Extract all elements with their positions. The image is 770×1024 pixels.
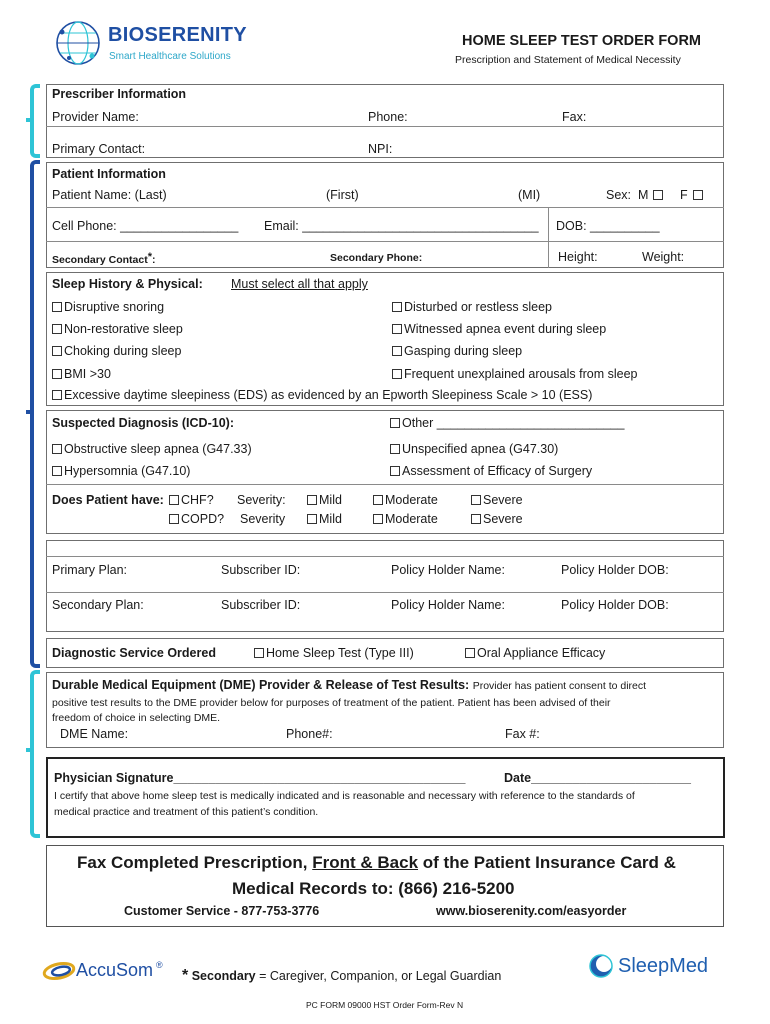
secondary-contact-label: Secondary Contact bbox=[52, 254, 148, 266]
option-label: COPD? bbox=[181, 512, 225, 526]
accusom-logo bbox=[42, 958, 172, 984]
dme-name-field[interactable]: DME Name: bbox=[60, 727, 129, 741]
divider bbox=[46, 241, 724, 242]
copd-severity-label: Severity bbox=[240, 512, 286, 526]
secondary-phone-field[interactable]: Secondary Phone: bbox=[330, 252, 423, 264]
chf-severity-label: Severity: bbox=[237, 493, 286, 507]
divider bbox=[46, 556, 724, 557]
checkbox[interactable] bbox=[52, 466, 62, 476]
sleepmed-logo bbox=[588, 950, 728, 984]
history-option-witnessed-apnea[interactable] bbox=[392, 322, 606, 337]
checkbox[interactable] bbox=[471, 514, 481, 524]
diagnostic-service-heading: Diagnostic Service Ordered bbox=[52, 646, 216, 660]
checkbox[interactable] bbox=[390, 466, 400, 476]
chf-option[interactable] bbox=[169, 493, 214, 508]
diagnosis-option-assessment[interactable] bbox=[390, 464, 592, 479]
option-label: Home Sleep Test (Type III) bbox=[266, 646, 414, 660]
chf-severe-option[interactable] bbox=[471, 493, 523, 508]
option-label: Non-restorative sleep bbox=[64, 322, 183, 336]
diagnosis-option-osa[interactable] bbox=[52, 442, 252, 457]
fax-line1-emphasis: Front & Back bbox=[312, 853, 419, 872]
secondary-policy-holder-name-field[interactable]: Policy Holder Name: bbox=[391, 598, 505, 612]
checkbox[interactable] bbox=[52, 444, 62, 454]
copd-moderate-option[interactable] bbox=[373, 512, 438, 527]
patient-heading: Patient Information bbox=[52, 167, 166, 181]
footnote-secondary-label: Secondary bbox=[191, 969, 256, 983]
option-label: Frequent unexplained arousals from sleep bbox=[404, 367, 638, 381]
checkbox[interactable] bbox=[390, 418, 400, 428]
history-option-eds[interactable] bbox=[52, 388, 592, 403]
fax-line1-pre: Fax Completed Prescription, bbox=[77, 853, 308, 872]
option-label: Moderate bbox=[385, 512, 438, 526]
checkbox[interactable] bbox=[52, 302, 62, 312]
sleep-history-section bbox=[46, 272, 724, 406]
chf-moderate-option[interactable] bbox=[373, 493, 438, 508]
checkbox[interactable] bbox=[392, 346, 402, 356]
dme-heading: Durable Medical Equipment (DME) Provider & Release of Test Results: bbox=[52, 678, 470, 692]
section-bracket-blue bbox=[30, 160, 40, 668]
form-id: PC FORM 09000 HST Order Form-Rev N bbox=[306, 1000, 464, 1010]
patient-first-name-field[interactable]: (First) bbox=[326, 188, 359, 202]
option-label: Mild bbox=[319, 512, 342, 526]
option-label: CHF? bbox=[181, 493, 214, 507]
option-label: Hypersomnia (G47.10) bbox=[64, 464, 191, 478]
history-option-arousals[interactable] bbox=[392, 367, 637, 382]
customer-service-phone: Customer Service - 877-753-3776 bbox=[124, 904, 320, 918]
prescriber-phone-field[interactable]: Phone: bbox=[368, 110, 408, 124]
fax-line1-post: of the Patient Insurance Card & bbox=[422, 853, 676, 872]
diagnosis-option-hypersomnia[interactable] bbox=[52, 464, 190, 479]
checkbox[interactable] bbox=[169, 514, 179, 524]
secondary-contact-star: * bbox=[147, 251, 152, 263]
footnote-secondary-text: = Caregiver, Companion, or Legal Guardian bbox=[259, 969, 502, 983]
dme-consent-text-2: positive test results to the DME provider below for purposes of treatment of the patient. Patient has been advised of their bbox=[52, 697, 611, 709]
logo-name: BIOSERENITY bbox=[108, 24, 247, 46]
divider bbox=[46, 484, 724, 485]
secondary-contact-field[interactable] bbox=[52, 250, 155, 268]
checkbox[interactable] bbox=[169, 495, 179, 505]
diagnosis-option-other[interactable] bbox=[390, 416, 624, 431]
dme-consent-text: Provider has patient consent to direct bbox=[472, 680, 647, 692]
dme-consent-text-3: freedom of choice in selecting DME. bbox=[52, 712, 221, 724]
dob-field[interactable]: DOB: __________ bbox=[556, 219, 660, 233]
option-label: Obstructive sleep apnea (G47.33) bbox=[64, 442, 252, 456]
checkbox[interactable] bbox=[465, 648, 475, 658]
history-option-gasping[interactable] bbox=[392, 344, 522, 359]
section-bracket-cyan-bottom bbox=[30, 670, 40, 838]
sleepmed-name: SleepMed bbox=[618, 955, 709, 977]
history-option-disruptive-snoring[interactable] bbox=[52, 300, 164, 315]
option-label: Oral Appliance Efficacy bbox=[477, 646, 606, 660]
prescriber-fax-field[interactable]: Fax: bbox=[562, 110, 587, 124]
diagnosis-option-unspecified[interactable] bbox=[390, 442, 558, 457]
checkbox[interactable] bbox=[373, 514, 383, 524]
service-option-oral-appliance[interactable] bbox=[465, 646, 605, 661]
option-label: Unspecified apnea (G47.30) bbox=[402, 442, 559, 456]
certification-text-2: medical practice and treatment of this patient’s condition. bbox=[54, 806, 319, 818]
checkbox[interactable] bbox=[373, 495, 383, 505]
sex-m-checkbox[interactable] bbox=[653, 190, 663, 200]
accusom-name: AccuSom bbox=[76, 960, 154, 980]
dme-phone-field[interactable]: Phone#: bbox=[286, 727, 333, 741]
history-option-choking[interactable] bbox=[52, 344, 181, 359]
form-subtitle: Prescription and Statement of Medical Necessity bbox=[455, 54, 681, 66]
option-label: BMI >30 bbox=[64, 367, 111, 381]
section-bracket-tick bbox=[26, 118, 34, 122]
checkbox[interactable] bbox=[471, 495, 481, 505]
checkbox[interactable] bbox=[390, 444, 400, 454]
copd-option[interactable] bbox=[169, 512, 224, 527]
history-option-disturbed-sleep[interactable] bbox=[392, 300, 552, 315]
option-label: Other ___________________________ bbox=[402, 416, 625, 430]
dme-fax-field[interactable]: Fax #: bbox=[505, 727, 540, 741]
option-label: Severe bbox=[483, 493, 523, 507]
npi-field[interactable]: NPI: bbox=[368, 142, 393, 156]
prescriber-heading: Prescriber Information bbox=[52, 87, 187, 101]
footnote-star: * bbox=[182, 967, 189, 984]
option-label: Gasping during sleep bbox=[404, 344, 523, 358]
accusom-mark: ® bbox=[156, 960, 163, 970]
secondary-footnote bbox=[182, 968, 501, 984]
copd-mild-option[interactable] bbox=[307, 512, 342, 527]
sleepmed-icon bbox=[588, 953, 614, 979]
signature-date-field[interactable]: Date_______________________ bbox=[504, 771, 691, 785]
sex-f-label: F bbox=[680, 188, 688, 202]
sex-m-label: M bbox=[638, 188, 649, 202]
option-label: Mild bbox=[319, 493, 342, 507]
divider bbox=[548, 207, 549, 268]
primary-contact-field[interactable]: Primary Contact: bbox=[52, 142, 146, 156]
history-option-non-restorative[interactable] bbox=[52, 322, 183, 337]
checkbox[interactable] bbox=[307, 514, 317, 524]
insurance-section bbox=[46, 540, 724, 632]
section-bracket-tick bbox=[26, 410, 34, 414]
height-field[interactable]: Height: bbox=[558, 250, 598, 264]
sex-label: Sex: bbox=[606, 188, 632, 202]
option-label: Disturbed or restless sleep bbox=[404, 300, 552, 314]
service-option-home-sleep-test[interactable] bbox=[254, 646, 414, 661]
option-label: Witnessed apnea event during sleep bbox=[404, 322, 607, 336]
checkbox[interactable] bbox=[307, 495, 317, 505]
checkbox[interactable] bbox=[254, 648, 264, 658]
chf-mild-option[interactable] bbox=[307, 493, 342, 508]
option-label: Disruptive snoring bbox=[64, 300, 165, 314]
primary-subscriber-id-field[interactable]: Subscriber ID: bbox=[221, 563, 301, 577]
checkbox[interactable] bbox=[52, 324, 62, 334]
divider bbox=[46, 592, 724, 593]
copd-severe-option[interactable] bbox=[471, 512, 523, 527]
secondary-contact-colon: : bbox=[151, 254, 156, 266]
does-patient-have-label: Does Patient have: bbox=[52, 493, 164, 507]
checkbox[interactable] bbox=[52, 390, 62, 400]
divider bbox=[46, 126, 724, 127]
checkbox[interactable] bbox=[392, 369, 402, 379]
option-label: Moderate bbox=[385, 493, 438, 507]
option-label: Assessment of Efficacy of Surgery bbox=[402, 464, 593, 478]
cell-phone-field[interactable]: Cell Phone: _________________ bbox=[52, 219, 239, 233]
primary-plan-field[interactable]: Primary Plan: bbox=[52, 563, 128, 577]
logo-tagline: Smart Healthcare Solutions bbox=[109, 51, 231, 62]
sex-f-checkbox[interactable] bbox=[693, 190, 703, 200]
section-bracket-tick bbox=[26, 748, 34, 752]
checkbox[interactable] bbox=[52, 369, 62, 379]
must-select-note: Must select all that apply bbox=[231, 277, 368, 291]
checkbox[interactable] bbox=[52, 346, 62, 356]
fax-instructions-line-1 bbox=[77, 853, 676, 873]
secondary-subscriber-id-field[interactable]: Subscriber ID: bbox=[221, 598, 301, 612]
patient-mi-field[interactable]: (MI) bbox=[518, 188, 541, 202]
fax-instructions-line-2: Medical Records to: (866) 216-5200 bbox=[232, 879, 515, 898]
checkbox[interactable] bbox=[392, 302, 402, 312]
divider bbox=[46, 207, 724, 208]
option-label: Severe bbox=[483, 512, 523, 526]
option-label: Excessive daytime sleepiness (EDS) as evidenced by an Epworth Sleepiness Scale > 10 (ESS) bbox=[64, 388, 593, 402]
diagnosis-heading: Suspected Diagnosis (ICD-10): bbox=[52, 416, 234, 430]
dme-heading-line bbox=[52, 678, 646, 694]
provider-name-field[interactable]: Provider Name: bbox=[52, 110, 139, 124]
history-option-bmi[interactable] bbox=[52, 367, 111, 382]
certification-text-1: I certify that above home sleep test is medically indicated and is reasonable and necessary with reference to the standards of bbox=[54, 790, 635, 802]
physician-signature-field[interactable]: Physician Signature__________________________________________ bbox=[54, 771, 466, 785]
checkbox[interactable] bbox=[392, 324, 402, 334]
primary-policy-holder-name-field[interactable]: Policy Holder Name: bbox=[391, 563, 505, 577]
option-label: Choking during sleep bbox=[64, 344, 182, 358]
secondary-policy-holder-dob-field[interactable]: Policy Holder DOB: bbox=[561, 598, 669, 612]
order-website-link[interactable]: www.bioserenity.com/easyorder bbox=[436, 904, 627, 918]
form-title: HOME SLEEP TEST ORDER FORM bbox=[462, 33, 702, 49]
accusom-swoosh-icon bbox=[42, 960, 76, 982]
email-field[interactable]: Email: __________________________________ bbox=[264, 219, 539, 233]
weight-field[interactable]: Weight: bbox=[642, 250, 685, 264]
bioserenity-logo bbox=[52, 18, 247, 68]
sleep-history-heading: Sleep History & Physical: bbox=[52, 277, 203, 291]
globe-icon bbox=[52, 18, 104, 68]
patient-last-name-field[interactable]: Patient Name: (Last) bbox=[52, 188, 167, 202]
secondary-plan-field[interactable]: Secondary Plan: bbox=[52, 598, 144, 612]
primary-policy-holder-dob-field[interactable]: Policy Holder DOB: bbox=[561, 563, 669, 577]
